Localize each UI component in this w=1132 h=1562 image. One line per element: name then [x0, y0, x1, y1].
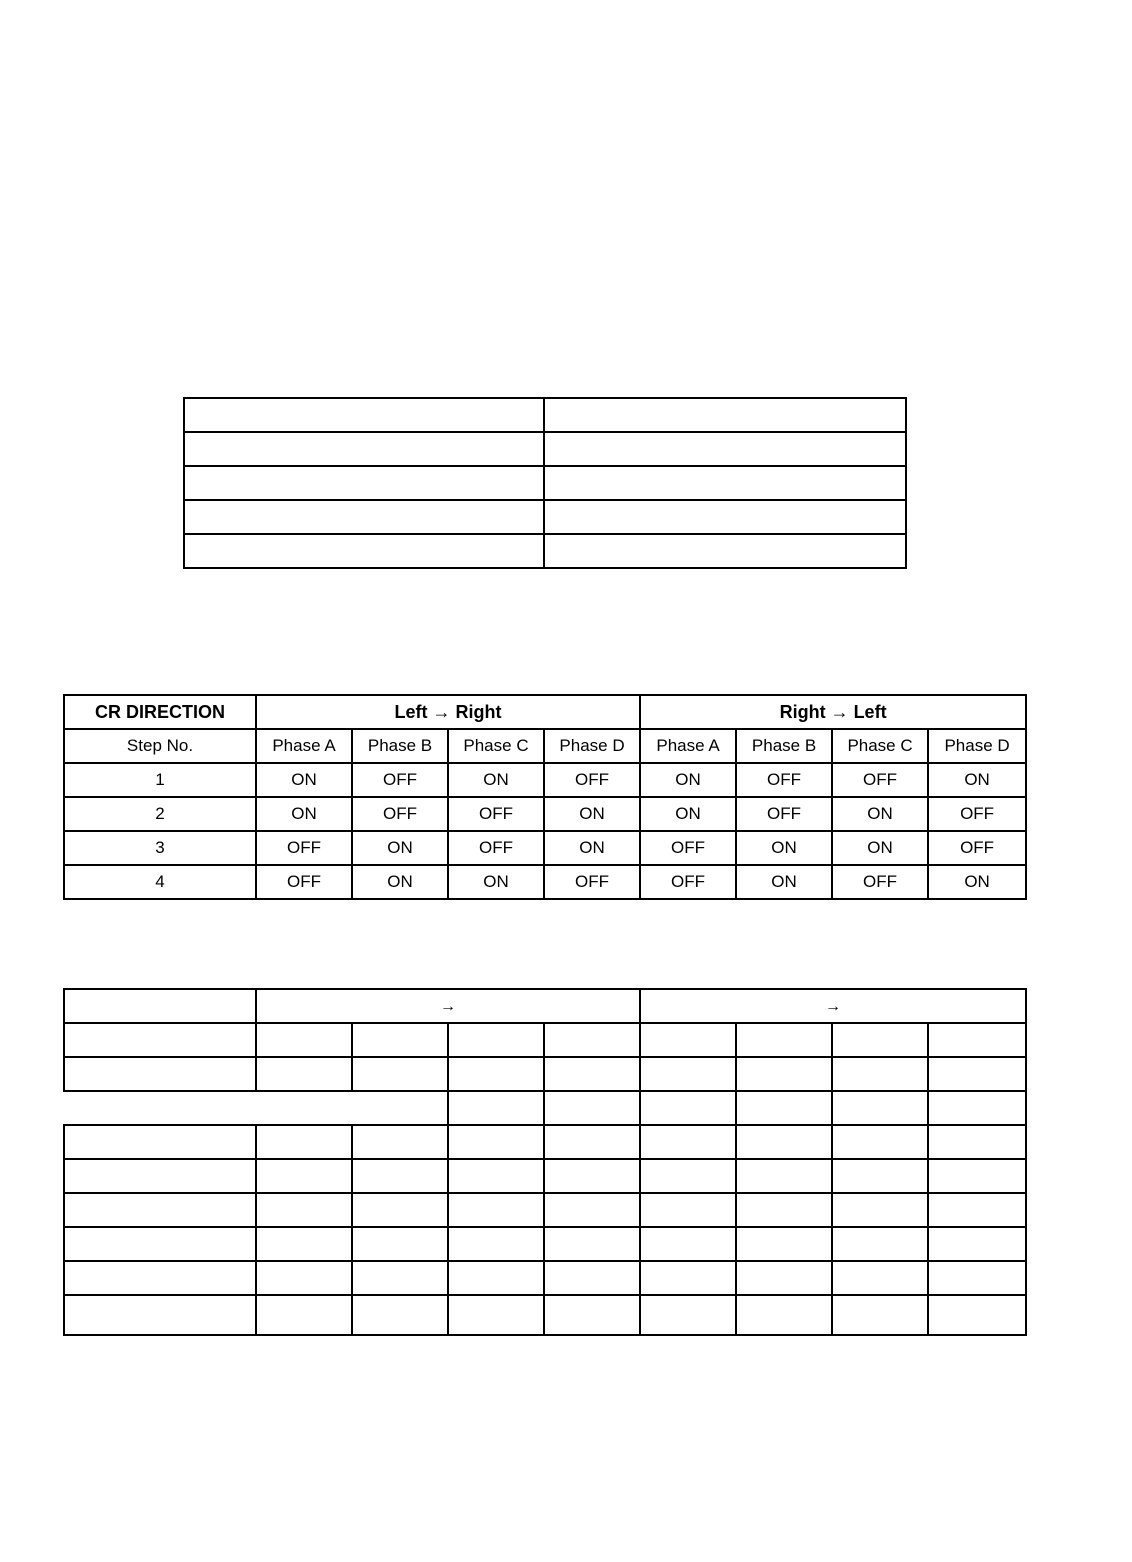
- phase-state: OFF: [736, 763, 832, 797]
- phase-state: ON: [544, 831, 640, 865]
- table-cell: [256, 1261, 352, 1295]
- table-cell: [832, 1295, 928, 1335]
- table-cell: [352, 1295, 448, 1335]
- table-cell: [832, 1125, 928, 1159]
- table-cell: [184, 432, 544, 466]
- table-cell: [736, 1193, 832, 1227]
- phase-state: ON: [256, 763, 352, 797]
- table-cell: [256, 1159, 352, 1193]
- table-cell: [736, 1227, 832, 1261]
- phase-state: ON: [736, 865, 832, 899]
- table-cell: [64, 1125, 256, 1159]
- table-cell: [640, 1295, 736, 1335]
- arrow-header-left: [256, 989, 640, 1023]
- phase-state: ON: [736, 831, 832, 865]
- step-number: 2: [64, 797, 256, 831]
- table-header-row: [64, 989, 1026, 1023]
- table-cell: [544, 398, 906, 432]
- table-row: [64, 797, 1026, 831]
- table-row: [64, 1125, 1026, 1159]
- table-cell: [352, 1023, 448, 1057]
- table-cell: [640, 1159, 736, 1193]
- table-cell: [544, 500, 906, 534]
- table-cell: [256, 1125, 352, 1159]
- table-cell: [448, 1295, 544, 1335]
- table-cell: [64, 1159, 256, 1193]
- table-cell: [64, 1091, 256, 1125]
- phase-header: Phase A: [640, 729, 736, 763]
- phase-state: OFF: [352, 763, 448, 797]
- table-cell: [352, 1125, 448, 1159]
- table-row: [64, 1261, 1026, 1295]
- table-cell: [352, 1193, 448, 1227]
- table-cell: [544, 1057, 640, 1091]
- right-left-header: Right → Left: [640, 695, 1026, 729]
- table-cell: [832, 1193, 928, 1227]
- table-cell: [448, 1057, 544, 1091]
- phase-state: ON: [928, 763, 1026, 797]
- table-cell: [640, 1261, 736, 1295]
- phase-header: Phase D: [928, 729, 1026, 763]
- table-cell: [256, 1091, 352, 1125]
- table-row: [184, 432, 906, 466]
- table-cell: [544, 1159, 640, 1193]
- cr-direction-table: [63, 694, 1027, 900]
- table-row: [64, 1057, 1026, 1091]
- phase-state: ON: [352, 865, 448, 899]
- phase-header: Phase C: [832, 729, 928, 763]
- table-row: [64, 831, 1026, 865]
- table-cell: [352, 1261, 448, 1295]
- empty-table-top: [183, 397, 907, 569]
- table-cell: [640, 1023, 736, 1057]
- table-cell: [640, 1227, 736, 1261]
- phase-state: ON: [640, 797, 736, 831]
- table-cell: [544, 1295, 640, 1335]
- table-cell: [736, 1125, 832, 1159]
- table-cell: [352, 1227, 448, 1261]
- arrow-header-right: [640, 989, 1026, 1023]
- table-row: [184, 500, 906, 534]
- table-cell: [184, 466, 544, 500]
- phase-state: OFF: [928, 831, 1026, 865]
- table-cell: [448, 1023, 544, 1057]
- table-cell: [64, 1023, 256, 1057]
- phase-header: Phase D: [544, 729, 640, 763]
- table-cell: [544, 1227, 640, 1261]
- table-cell: [640, 1091, 736, 1125]
- table-row: [64, 1295, 1026, 1335]
- table-row: [64, 1159, 1026, 1193]
- table-cell: [64, 1261, 256, 1295]
- table-cell: [256, 1227, 352, 1261]
- right-arrow-icon: →: [825, 998, 841, 1015]
- phase-state: ON: [832, 797, 928, 831]
- table-cell: [736, 1295, 832, 1335]
- table-cell: [640, 1193, 736, 1227]
- table-row: [64, 1091, 1026, 1125]
- table-cell: [448, 1193, 544, 1227]
- phase-header: Phase C: [448, 729, 544, 763]
- phase-state: OFF: [640, 865, 736, 899]
- table-row: [64, 865, 1026, 899]
- table-cell: [448, 1125, 544, 1159]
- table-cell: [448, 1159, 544, 1193]
- table-cell: [448, 1091, 544, 1125]
- table-cell: [448, 1227, 544, 1261]
- table-row: [64, 1023, 1026, 1057]
- table-cell: [832, 1023, 928, 1057]
- table-cell: [736, 1023, 832, 1057]
- table-cell: [832, 1159, 928, 1193]
- phase-state: ON: [544, 797, 640, 831]
- table-cell: [928, 1125, 1026, 1159]
- table-cell: [544, 1091, 640, 1125]
- table-cell: [352, 1057, 448, 1091]
- step-number: 4: [64, 865, 256, 899]
- table-cell: [256, 1193, 352, 1227]
- table-cell: [184, 534, 544, 568]
- table-cell: [352, 1159, 448, 1193]
- phase-state: OFF: [544, 763, 640, 797]
- phase-state: OFF: [256, 865, 352, 899]
- phase-state: OFF: [448, 797, 544, 831]
- table-cell: [928, 1057, 1026, 1091]
- phase-header: Phase B: [736, 729, 832, 763]
- table-cell: [544, 1261, 640, 1295]
- table-subheader-row: [64, 729, 1026, 763]
- table-cell: [736, 1091, 832, 1125]
- table-cell: [64, 1193, 256, 1227]
- table-cell: [64, 989, 256, 1023]
- phase-state: OFF: [544, 865, 640, 899]
- table-cell: [832, 1091, 928, 1125]
- table-cell: [544, 534, 906, 568]
- table-cell: [928, 1091, 1026, 1125]
- table-cell: [736, 1261, 832, 1295]
- phase-state: OFF: [736, 797, 832, 831]
- table-cell: [544, 1125, 640, 1159]
- table-cell: [928, 1159, 1026, 1193]
- table-cell: [64, 1295, 256, 1335]
- phase-state: OFF: [256, 831, 352, 865]
- left-right-header: Left → Right: [256, 695, 640, 729]
- table-cell: [64, 1057, 256, 1091]
- table-header-row: [64, 695, 1026, 729]
- table-cell: [544, 1193, 640, 1227]
- table-cell: [256, 1023, 352, 1057]
- table-row: [184, 398, 906, 432]
- table-cell: [928, 1261, 1026, 1295]
- table-row: [64, 763, 1026, 797]
- phase-state: ON: [832, 831, 928, 865]
- table-cell: [544, 1023, 640, 1057]
- phase-state: OFF: [832, 865, 928, 899]
- phase-state: OFF: [352, 797, 448, 831]
- table-cell: [928, 1295, 1026, 1335]
- table-cell: [832, 1057, 928, 1091]
- table-cell: [544, 466, 906, 500]
- step-number: 1: [64, 763, 256, 797]
- phase-state: ON: [640, 763, 736, 797]
- table-row: [184, 466, 906, 500]
- table-row: [64, 1193, 1026, 1227]
- table-cell: [544, 432, 906, 466]
- phase-header: Phase A: [256, 729, 352, 763]
- table-row: [184, 534, 906, 568]
- table-cell: [736, 1159, 832, 1193]
- phase-state: ON: [448, 865, 544, 899]
- table-cell: [184, 500, 544, 534]
- cr-direction-header: CR DIRECTION: [64, 695, 256, 729]
- table-cell: [928, 1227, 1026, 1261]
- table-cell: [928, 1193, 1026, 1227]
- phase-state: OFF: [928, 797, 1026, 831]
- step-number: 3: [64, 831, 256, 865]
- table-cell: [928, 1023, 1026, 1057]
- table-cell: [64, 1227, 256, 1261]
- table-cell: [832, 1261, 928, 1295]
- phase-state: ON: [352, 831, 448, 865]
- right-arrow-icon: →: [440, 998, 456, 1015]
- table-cell: [256, 1295, 352, 1335]
- table-cell: [448, 1261, 544, 1295]
- table-cell: [184, 398, 544, 432]
- table-cell: [640, 1057, 736, 1091]
- blank-direction-table: [63, 988, 1027, 1336]
- phase-state: OFF: [640, 831, 736, 865]
- phase-state: ON: [928, 865, 1026, 899]
- step-no-header: Step No.: [64, 729, 256, 763]
- table-row: [64, 1227, 1026, 1261]
- table-cell: [352, 1091, 448, 1125]
- table-cell: [640, 1125, 736, 1159]
- table-cell: [832, 1227, 928, 1261]
- table-cell: [256, 1057, 352, 1091]
- phase-state: OFF: [448, 831, 544, 865]
- phase-state: ON: [448, 763, 544, 797]
- phase-state: ON: [256, 797, 352, 831]
- phase-state: OFF: [832, 763, 928, 797]
- table-cell: [736, 1057, 832, 1091]
- phase-header: Phase B: [352, 729, 448, 763]
